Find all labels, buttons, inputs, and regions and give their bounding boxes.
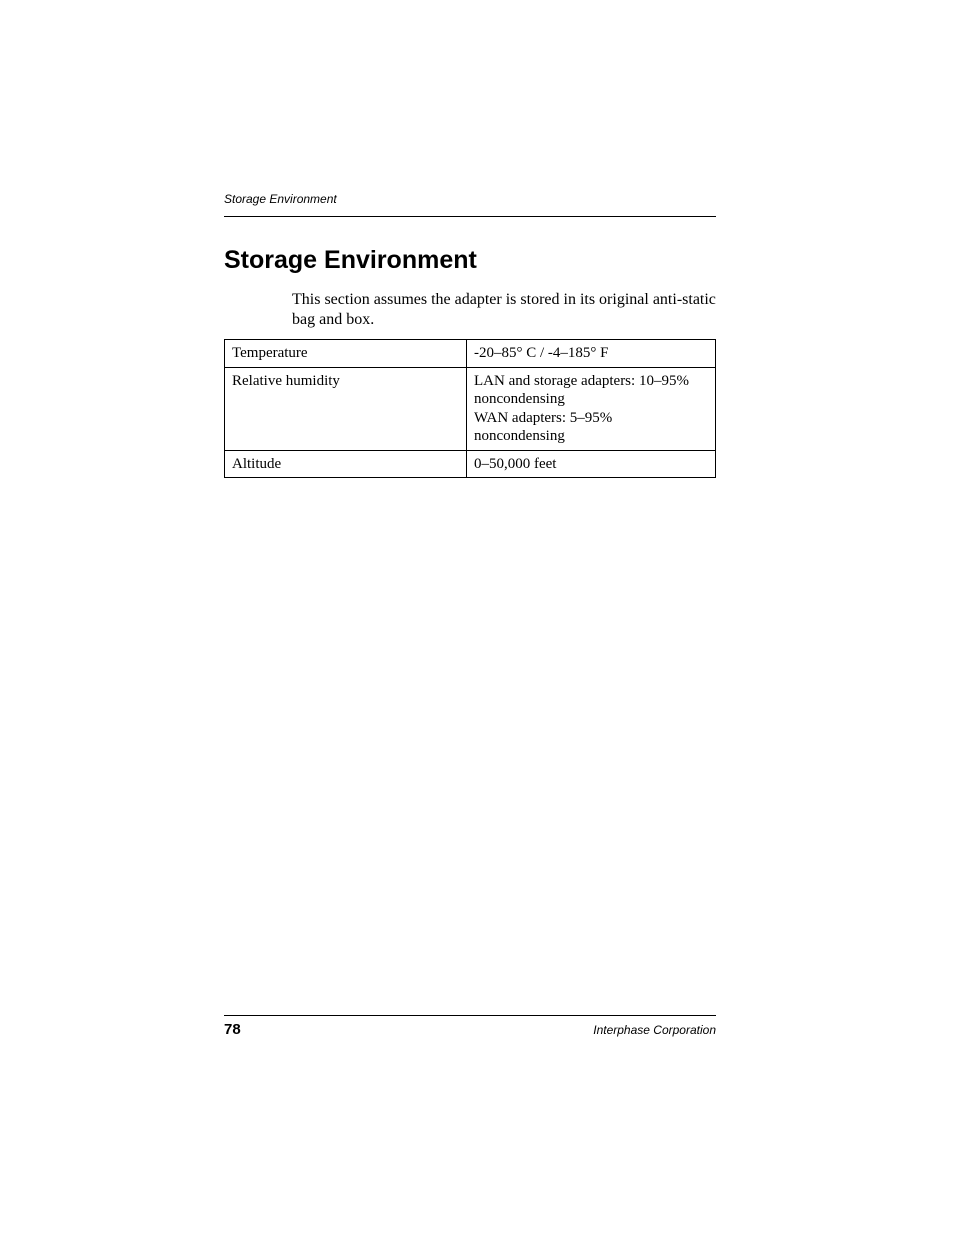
footer-rule <box>224 1015 716 1016</box>
row-value-altitude <box>467 450 716 478</box>
row-value-humidity <box>467 367 716 450</box>
storage-spec-table <box>224 339 716 478</box>
table-row <box>225 450 716 478</box>
row-label-altitude: Altitude <box>225 450 467 478</box>
value-line: -20–85° C / -4–185° F <box>474 345 609 361</box>
value-line: WAN adapters: 5–95% <box>474 409 613 426</box>
value-line: LAN and storage adapters: 10–95% <box>474 372 689 389</box>
running-header: Storage Environment <box>224 192 337 206</box>
page-title: Storage Environment <box>224 246 477 274</box>
value-line: noncondensing <box>474 428 565 444</box>
value-line: noncondensing <box>474 391 565 407</box>
row-value-temperature <box>467 340 716 368</box>
page-number: 78 <box>224 1021 241 1038</box>
table-row <box>225 340 716 368</box>
intro-paragraph: This section assumes the adapter is stored in its original anti-static bag and box. <box>292 291 716 328</box>
value-line: 0–50,000 feet <box>474 455 557 472</box>
table-row <box>225 367 716 450</box>
footer-company: Interphase Corporation <box>593 1023 716 1037</box>
row-label-humidity: Relative humidity <box>225 367 467 450</box>
row-label-temperature: Temperature <box>225 340 467 368</box>
header-rule <box>224 216 716 217</box>
